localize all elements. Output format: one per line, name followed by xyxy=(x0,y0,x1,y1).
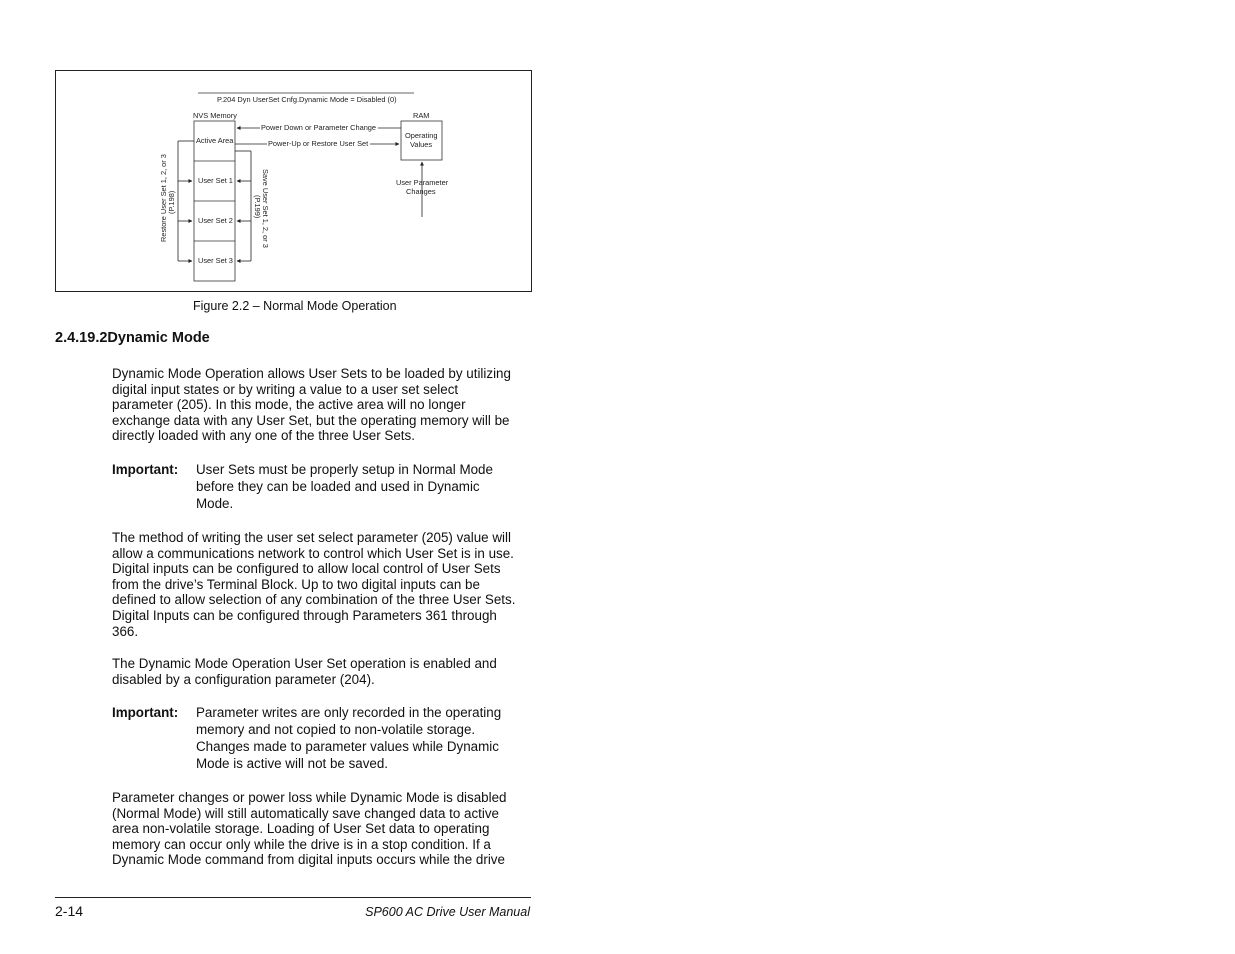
text-line: memory can occur only while the drive is in a stop condition. If a xyxy=(112,836,491,852)
user-set-3-label: User Set 3 xyxy=(198,256,233,265)
important-text xyxy=(196,461,526,512)
paragraph-2 xyxy=(112,530,532,639)
save-label-line1: Save User Set 1, 2, or 3 xyxy=(261,169,270,248)
user-parameter-line1: User Parameter xyxy=(396,178,449,187)
power-up-label: Power-Up or Restore User Set xyxy=(268,139,369,148)
text-line: from the drive’s Terminal Block. Up to two digital inputs can be xyxy=(112,576,480,592)
text-line: area non-volatile storage. Loading of User Set data to operating xyxy=(112,821,490,837)
text-line: defined to allow selection of any combination of the three User Sets. xyxy=(112,592,516,608)
text-line: directly loaded with any one of the three User Sets. xyxy=(112,428,415,444)
text-line: Dynamic Mode command from digital inputs occurs while the drive xyxy=(112,852,505,868)
important-label: Important: xyxy=(112,462,179,477)
text-line: Mode. xyxy=(196,496,234,511)
text-line: Digital inputs can be configured to allow local control of User Sets xyxy=(112,561,501,577)
figure-caption: Figure 2.2 – Normal Mode Operation xyxy=(193,299,397,313)
important-text xyxy=(196,704,526,772)
save-label-line2: (P.199) xyxy=(253,195,262,219)
paragraph-1 xyxy=(112,366,532,444)
manual-title: SP600 AC Drive User Manual xyxy=(365,905,530,919)
operating-values-line1: Operating xyxy=(405,131,438,140)
paragraph-4 xyxy=(112,790,532,868)
text-line: (Normal Mode) will still automatically save changed data to active xyxy=(112,805,500,821)
text-line: allow a communications network to control which User Set is in use. xyxy=(112,545,514,561)
page-number: 2-14 xyxy=(55,903,84,919)
text-line: memory and not copied to non-volatile storage. xyxy=(196,722,476,737)
power-down-label: Power Down or Parameter Change xyxy=(261,123,377,132)
text-line: 366. xyxy=(112,623,139,639)
text-line: digital input states or by writing a value to a user set select xyxy=(112,381,459,397)
text-line: exchange data with any User Set, but the operating memory will be xyxy=(112,412,510,428)
figure-normal-mode-operation xyxy=(55,70,532,292)
ram-label: RAM xyxy=(413,111,430,120)
text-line: Parameter writes are only recorded in the operating xyxy=(196,705,502,720)
text-line: Digital Inputs can be configured through Parameters 361 through xyxy=(112,607,497,623)
text-line: The method of writing the user set select parameter (205) value will xyxy=(112,530,511,545)
text-line: parameter (205). In this mode, the active area will no longer xyxy=(112,397,466,413)
restore-label-line2: (P.198) xyxy=(167,190,176,214)
text-line: Mode is active will not be saved. xyxy=(196,756,389,771)
figure-diagram xyxy=(56,71,533,293)
important-label: Important: xyxy=(112,705,179,720)
text-line: disabled by a configuration parameter (204). xyxy=(112,671,375,687)
footer-rule xyxy=(55,897,531,898)
active-area-label: Active Area xyxy=(196,136,234,145)
user-set-2-label: User Set 2 xyxy=(198,216,233,225)
paragraph-3 xyxy=(112,656,532,687)
text-line: The Dynamic Mode Operation User Set operation is enabled and xyxy=(112,656,497,671)
user-set-1-label: User Set 1 xyxy=(198,176,233,185)
text-line: Dynamic Mode Operation allows User Sets to be loaded by utilizing xyxy=(112,366,511,381)
text-line: before they can be loaded and used in Dynamic xyxy=(196,479,480,494)
figure-header-text: P.204 Dyn UserSet Cnfg.Dynamic Mode = Disabled (0) xyxy=(217,95,397,104)
text-line: Changes made to parameter values while Dynamic xyxy=(196,739,499,754)
text-line: Parameter changes or power loss while Dynamic Mode is disabled xyxy=(112,790,507,805)
user-parameter-line2: Changes xyxy=(406,187,436,196)
nvs-memory-label: NVS Memory xyxy=(193,111,237,120)
restore-label-line1: Restore User Set 1, 2, or 3 xyxy=(159,154,168,242)
text-line: User Sets must be properly setup in Normal Mode xyxy=(196,462,493,477)
section-heading: 2.4.19.2Dynamic Mode xyxy=(55,330,210,346)
operating-values-line2: Values xyxy=(410,140,433,149)
